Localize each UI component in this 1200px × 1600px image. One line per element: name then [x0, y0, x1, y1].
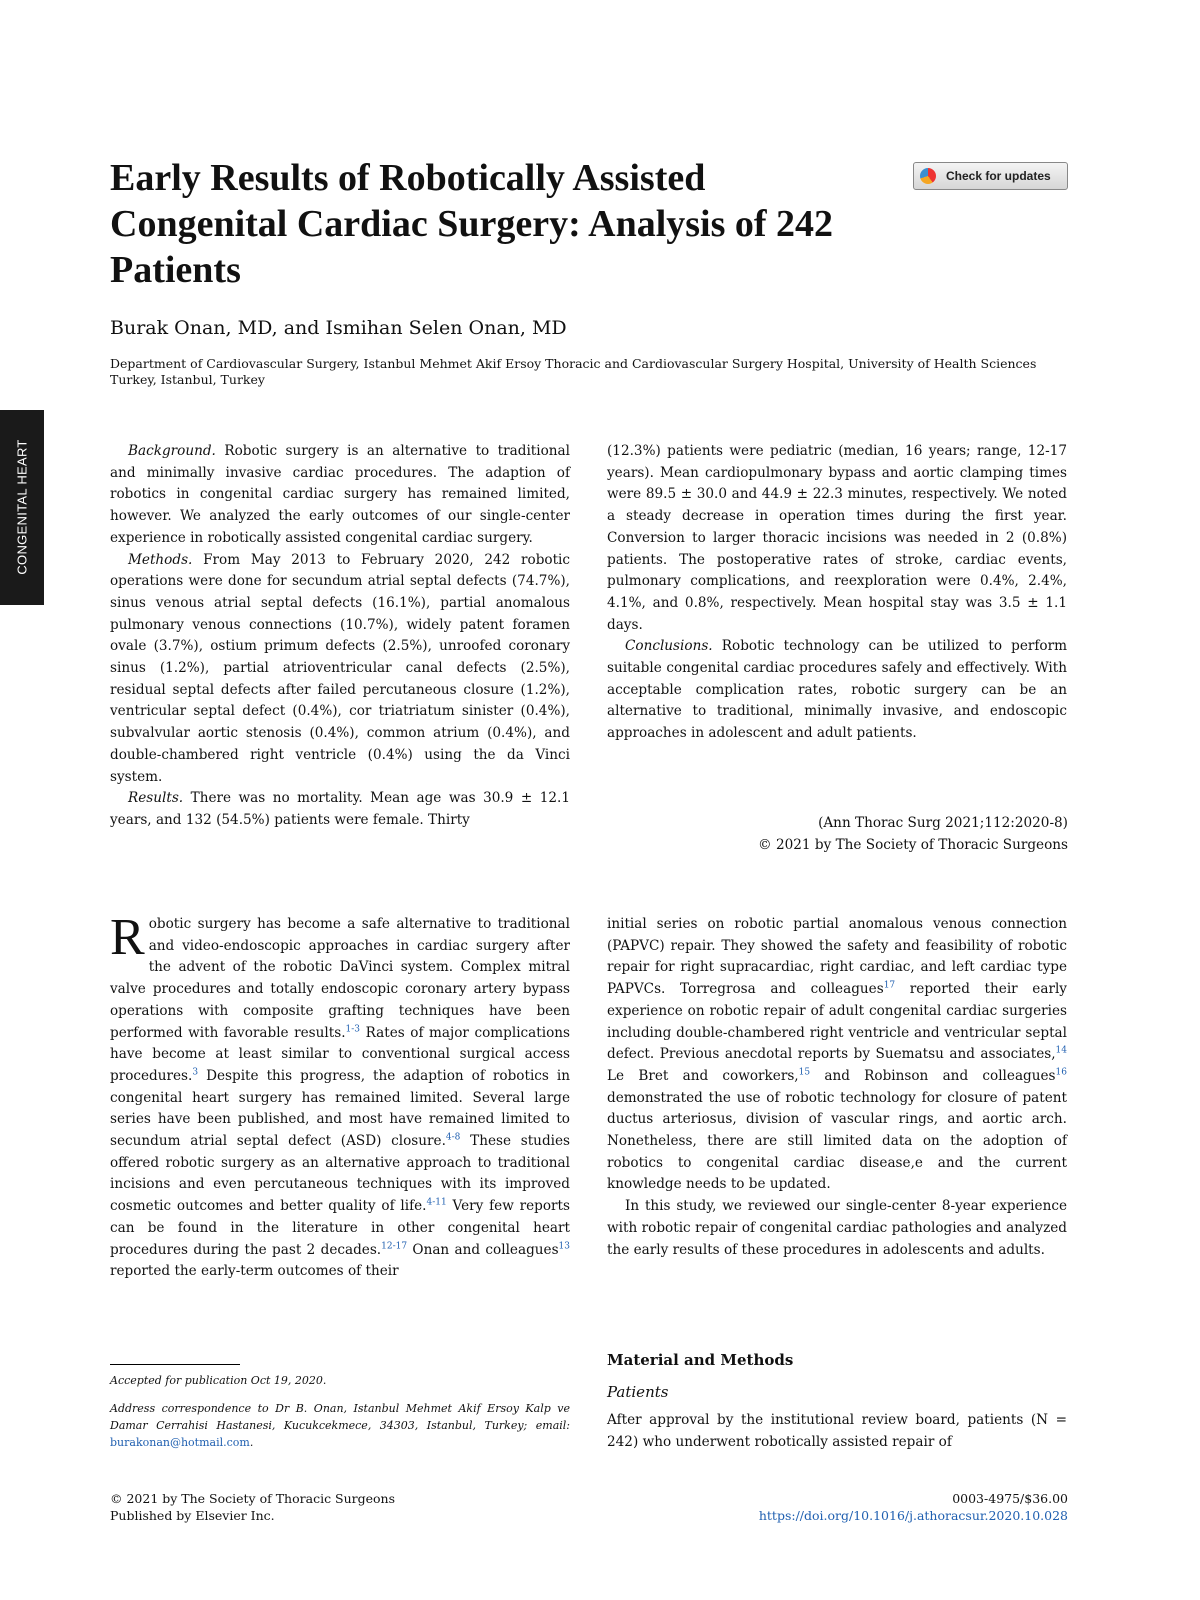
subsection-heading: Patients — [607, 1383, 669, 1401]
crossmark-icon — [920, 168, 936, 184]
section-tab — [0, 410, 44, 605]
ref-link[interactable]: 16 — [1055, 1067, 1067, 1078]
conclusions-label: Conclusions. — [625, 638, 713, 655]
background-label: Background. — [128, 443, 216, 459]
cont-text-2: reported their early experience on robotic repair of adult congenital cardiac surgeries including double-chambered right ventricle and ventricular septal defect. Previous anecdotal reports by Suematsu and associates, — [607, 981, 1067, 1063]
cont-text-1: initial series on robotic partial anomalous venous connection (PAPVC) repair. They showed the safety and feasibility of robotic repair for right supracardiac, right cardiac, and left cardiac type PAPVCs. Torregrosa and colleagues — [607, 916, 1067, 998]
abstract-left-column — [110, 441, 570, 832]
ref-link[interactable]: 4-11 — [426, 1197, 447, 1208]
cont-text-5: demonstrated the use of robotic technology for closure of patent ductus arteriosus, division of vascular rings, and aortic arch. Nonetheless, there are still limited data on the adoption of robotics to congenital cardiac disease,e and the current knowledge needs to be updated. — [607, 1089, 1067, 1193]
results-text: There was no mortality. Mean age was 30.9 ± 12.1 years, and 132 (54.5%) patients were female. Thirty — [110, 790, 570, 828]
intro-text-2: Rates of major complications have become at least similar to conventional surgical access procedures. — [110, 1024, 570, 1084]
intro-text-6: Onan and colleagues — [407, 1241, 559, 1258]
body-right-column — [607, 914, 1067, 1261]
abstract-results — [110, 788, 570, 831]
background-text: Robotic surgery is an alternative to traditional and minimally invasive cardiac procedures. The adaption of robotics in congenital cardiac surgery has remained limited, however. We analyzed the early outcomes of our single-center experience in robotically assisted congenital cardiac surgery. — [110, 443, 570, 546]
check-updates-label: Check for updates — [946, 169, 1051, 183]
intro-text-7: reported the early-term outcomes of their — [110, 1263, 399, 1280]
intro-text-1: obotic surgery has become a safe alternative to traditional and video-endoscopic approaches in cardiac surgery after the advent of the robotic DaVinci system. Complex mitral valve procedures and totally endoscopic coronary artery bypass operations with composite grafting techniques have been performed with favorable results. — [110, 916, 570, 1041]
conclusions-text: Robotic technology can be utilized to perform suitable congenital cardiac procedures safely and effectively. With acceptable complication rates, robotic surgery can be an alternative to traditional, minimally invasive, and endoscopic approaches in adolescent and adult patients. — [607, 638, 1067, 742]
citation-block — [758, 812, 1068, 856]
study-paragraph: In this study, we reviewed our single-center 8-year experience with robotic repair of congenital cardiac pathologies and analyzed the early results of these procedures in adolescents and adults. — [607, 1198, 1067, 1258]
doi-info — [759, 1490, 1068, 1524]
section-tab-label: CONGENITAL HEART — [14, 439, 30, 575]
address-end: . — [249, 1436, 254, 1449]
methods-label: Methods. — [128, 551, 193, 568]
intro-text-5: Very few reports can be found in the literature in other congenital heart procedures during the past 2 decades. — [110, 1198, 570, 1258]
ref-link[interactable]: 17 — [883, 980, 896, 991]
results-label: Results. — [128, 790, 184, 807]
doi-link[interactable]: https://doi.org/10.1016/j.athoracsur.2020.10.028 — [758, 1508, 1068, 1523]
ref-link[interactable]: 13 — [558, 1241, 570, 1252]
intro-paragraph-cont — [607, 914, 1067, 1196]
footnote-divider — [110, 1364, 240, 1365]
patients-paragraph: After approval by the institutional review board, patients (N = 242) who underwent robotically assisted repair of — [607, 1412, 1067, 1450]
ref-link[interactable]: 15 — [798, 1067, 811, 1078]
intro-text-4: These studies offered robotic surgery as an alternative approach to traditional incisions and even percutaneous techniques with its improved cosmetic outcomes and better quality of life. — [110, 1133, 571, 1215]
publisher-info — [110, 1490, 395, 1524]
section-heading: Material and Methods — [607, 1351, 794, 1369]
abstract-background — [110, 441, 570, 550]
footnote-accepted: Accepted for publication Oct 19, 2020. — [110, 1374, 327, 1387]
email-link[interactable]: burakonan@hotmail.com — [110, 1436, 250, 1449]
intro-text-3: Despite this progress, the adaption of robotics in congenital heart surgery has remained limited. Several large series have been published, and most have remained limited to secundum atrial septal defect (ASD) closure. — [110, 1067, 570, 1150]
journal-citation: (Ann Thorac Surg 2021;112:2020-8) — [818, 815, 1068, 831]
abstract-methods — [110, 550, 570, 789]
bottom-copyright: © 2021 by The Society of Thoracic Surgeons — [110, 1491, 396, 1506]
drop-cap: R — [110, 909, 145, 966]
ref-link[interactable]: 14 — [1055, 1045, 1067, 1056]
ref-link[interactable]: 4-8 — [445, 1132, 461, 1143]
abstract-conclusions — [607, 636, 1067, 745]
intro-paragraph — [110, 909, 571, 1283]
check-updates-button[interactable] — [913, 162, 1068, 190]
footnote-address — [110, 1400, 570, 1451]
abstract-results-cont: (12.3%) patients were pediatric (median, 16 years; range, 12-17 years). Mean cardiopulmonary bypass and aortic clamping times were 89.5 ± 30.0 and 44.9 ± 22.3 minutes, respectively. We noted a steady decrease in operation times during the first year. Conversion to larger thoracic incisions was needed in 2 (0.8%) patients. The postoperative rates of stroke, cardiac events, pulmonary complications, and reexploration were 0.4%, 2.4%, 4.1%, and 0.8%, respectively. Mean hospital stay was 3.5 ± 1.1 days. — [607, 443, 1067, 633]
cont-text-3: Le Bret and coworkers, — [607, 1067, 799, 1084]
cont-text-4: and Robinson and colleagues — [810, 1067, 1056, 1084]
ref-link[interactable]: 1-3 — [345, 1023, 361, 1034]
ref-link[interactable]: 12-17 — [381, 1241, 408, 1252]
methods-text: From May 2013 to February 2020, 242 robotic operations were done for secundum atrial septal defects (74.7%), sinus venous atrial septal defects (16.1%), partial anomalous pulmonary venous connections (10.7%), widely patent foramen ovale (3.7%), ostium primum defects (2.5%), unroofed coronary sinus (1.2%), partial atrioventricular canal defects (2.5%), residual septal defects after failed percutaneous closure (1.2%), ventricular septal defect (0.4%), cor triatriatum sinister (0.4%), subvalvular aortic stenosis (0.4%), common atrium (0.4%), and double-chambered right ventricle (0.4%) using the da Vinci system. — [110, 551, 570, 785]
body-left-column — [110, 909, 571, 1283]
abstract-right-column — [607, 441, 1067, 745]
ref-link[interactable]: 3 — [192, 1067, 199, 1078]
publisher: Published by Elsevier Inc. — [110, 1508, 275, 1523]
citation-copyright: © 2021 by The Society of Thoracic Surgeons — [758, 837, 1068, 853]
issn-price: 0003-4975/$36.00 — [952, 1491, 1068, 1506]
authors: Burak Onan, MD, and Ismihan Selen Onan, MD — [110, 317, 567, 339]
address-text: Address correspondence to Dr B. Onan, Istanbul Mehmet Akif Ersoy Kalp ve Damar Cerrahisi Hastanesi, Kucukcekmece, 34303, Istanbul, Turkey; email: — [110, 1402, 570, 1432]
affiliation: Department of Cardiovascular Surgery, Istanbul Mehmet Akif Ersoy Thoracic and Cardiovascular Surgery Hospital, University of Health Sciences Turkey, Istanbul, Turkey — [110, 356, 1037, 387]
article-title: Early Results of Robotically Assisted Congenital Cardiac Surgery: Analysis of 242 Patients — [110, 157, 834, 291]
